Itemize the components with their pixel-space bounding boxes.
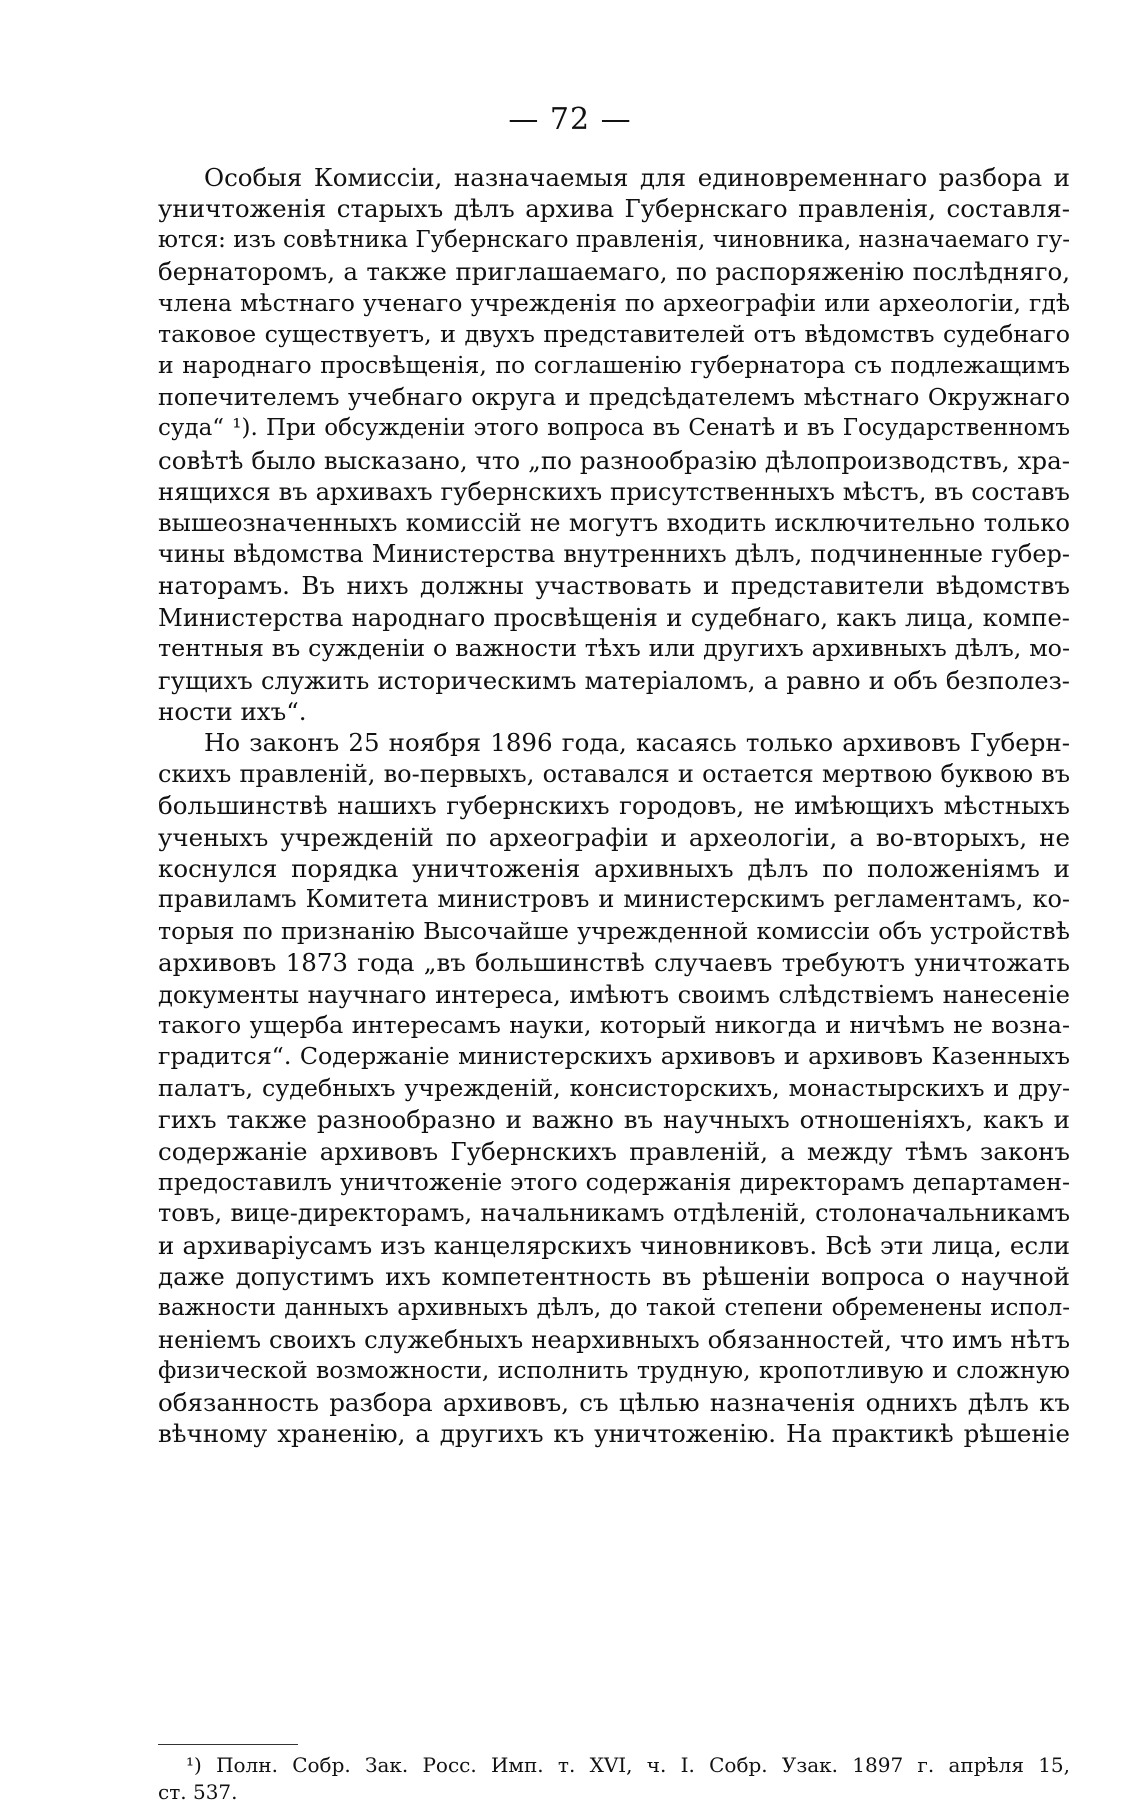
- text-line: скихъ правленій, во-первыхъ, оставался и остается мертвою буквою въ: [158, 759, 1070, 788]
- text-line: наторамъ. Въ нихъ должны участвовать и представители вѣдомствъ: [158, 571, 1070, 601]
- footnote-rule: [158, 1744, 298, 1745]
- text-line: документы научнаго интереса, имѣютъ своимъ слѣдствіемъ нанесеніе: [158, 979, 1070, 1009]
- text-line: даже допустимъ ихъ компетентность въ рѣшеніи вопроса о научной: [158, 1262, 1070, 1292]
- text-line: физической возможности, исполнить трудную, кропотливую и сложную: [158, 1356, 1070, 1385]
- text-line: ются: изъ совѣтника Губернскаго правленія, чиновника, назначаемаго гу-: [158, 226, 1070, 253]
- text-line: члена мѣстнаго ученаго учрежденія по археографіи или археологіи, гдѣ: [158, 288, 1070, 317]
- text-line: важности данныхъ архивныхъ дѣлъ, до такой степени обременены испол-: [158, 1294, 1070, 1321]
- footnote: [158, 1752, 1070, 1806]
- text-line: Но законъ 25 ноября 1896 года, касаясь только архивовъ Губерн-: [204, 728, 1070, 758]
- text-line: тентныя въ сужденіи о важности тѣхъ или другихъ архивныхъ дѣлъ, мо-: [158, 634, 1070, 663]
- text-line: гихъ также разнообразно и важно въ научныхъ отношеніяхъ, какъ и: [158, 1105, 1070, 1135]
- text-line: вѣчному храненію, а другихъ къ уничтоженію. На практикѣ рѣшеніе: [158, 1419, 1070, 1449]
- text-line: суда“ ¹). При обсужденіи этого вопроса въ Сенатѣ и въ Государственномъ: [158, 415, 1070, 442]
- text-line: вышеозначенныхъ комиссій не могутъ входить исключительно только: [158, 508, 1070, 538]
- text-line: чины вѣдомства Министерства внутреннихъ дѣлъ, подчиненные губер-: [158, 539, 1070, 568]
- text-line: коснулся порядка уничтоженія архивныхъ дѣлъ по положеніямъ и: [158, 853, 1070, 883]
- text-line: ности ихъ“.: [158, 696, 307, 726]
- text-line: торыя по признанію Высочайше учрежденной комиссіи объ устройствѣ: [158, 916, 1070, 945]
- text-line: предоставилъ уничтоженіе этого содержанія директорамъ департамен-: [158, 1168, 1070, 1196]
- text-line: содержаніе архивовъ Губернскихъ правленій, а между тѣмъ законъ: [158, 1136, 1070, 1166]
- text-line: и архиваріусамъ изъ канцелярскихъ чиновниковъ. Всѣ эти лица, если: [158, 1230, 1070, 1260]
- text-line: Министерства народнаго просвѣщенія и судебнаго, какъ лица, компе-: [158, 602, 1070, 632]
- text-line: уничтоженія старыхъ дѣлъ архива Губернскаго правленія, составля-: [158, 194, 1070, 224]
- text-line: таковое существуетъ, и двухъ представителей отъ вѣдомствъ судебнаго: [158, 320, 1070, 349]
- footnote-line: ст. 537.: [158, 1780, 238, 1804]
- body-text: [158, 162, 1070, 1450]
- text-line: градится“. Содержаніе министерскихъ архивовъ и архивовъ Казенныхъ: [158, 1042, 1070, 1071]
- text-line: гущихъ служить историческимъ матеріаломъ, а равно и объ безполез-: [158, 665, 1070, 695]
- text-line: товъ, вице-директорамъ, начальникамъ отдѣленій, столоначальникамъ: [158, 1199, 1070, 1228]
- page-number: — 72 —: [508, 102, 632, 137]
- footnote-line: ¹) Полн. Собр. Зак. Росс. Имп. т. XVI, ч. I. Собр. Узак. 1897 г. апрѣля 15,: [186, 1753, 1070, 1777]
- text-line: попечителемъ учебнаго округа и предсѣдателемъ мѣстнаго Окружнаго: [158, 382, 1070, 411]
- text-line: неніемъ своихъ служебныхъ неархивныхъ обязанностей, что имъ нѣтъ: [158, 1325, 1070, 1355]
- text-line: обязанность разбора архивовъ, съ цѣлью назначенія однихъ дѣлъ къ: [158, 1387, 1070, 1417]
- text-line: палатъ, судебныхъ учрежденій, консисторскихъ, монастырскихъ и дру-: [158, 1073, 1070, 1102]
- text-line: архивовъ 1873 года „въ большинствѣ случаевъ требуютъ уничтожать: [158, 948, 1070, 978]
- text-line: такого ущерба интересамъ науки, который никогда и ничѣмъ не возна-: [158, 1010, 1070, 1039]
- text-line: нящихся въ архивахъ губернскихъ присутственныхъ мѣстъ, въ составъ: [158, 477, 1070, 507]
- text-line: бернаторомъ, а также приглашаемаго, по распоряженію послѣдняго,: [158, 257, 1070, 287]
- text-line: ученыхъ учрежденій по археографіи и археологіи, а во-вторыхъ, не: [158, 822, 1070, 852]
- text-line: и народнаго просвѣщенія, по соглашенію губернатора съ подлежащимъ: [158, 351, 1070, 380]
- text-line: Особыя Комиссіи, назначаемыя для единовременнаго разбора и: [204, 163, 1070, 192]
- text-line: совѣтѣ было высказано, что „по разнообразію дѣлопроизводствъ, хра-: [158, 445, 1070, 475]
- text-line: большинствѣ нашихъ губернскихъ городовъ, не имѣющихъ мѣстныхъ: [158, 791, 1070, 821]
- text-line: правиламъ Комитета министровъ и министерскимъ регламентамъ, ко-: [158, 885, 1070, 914]
